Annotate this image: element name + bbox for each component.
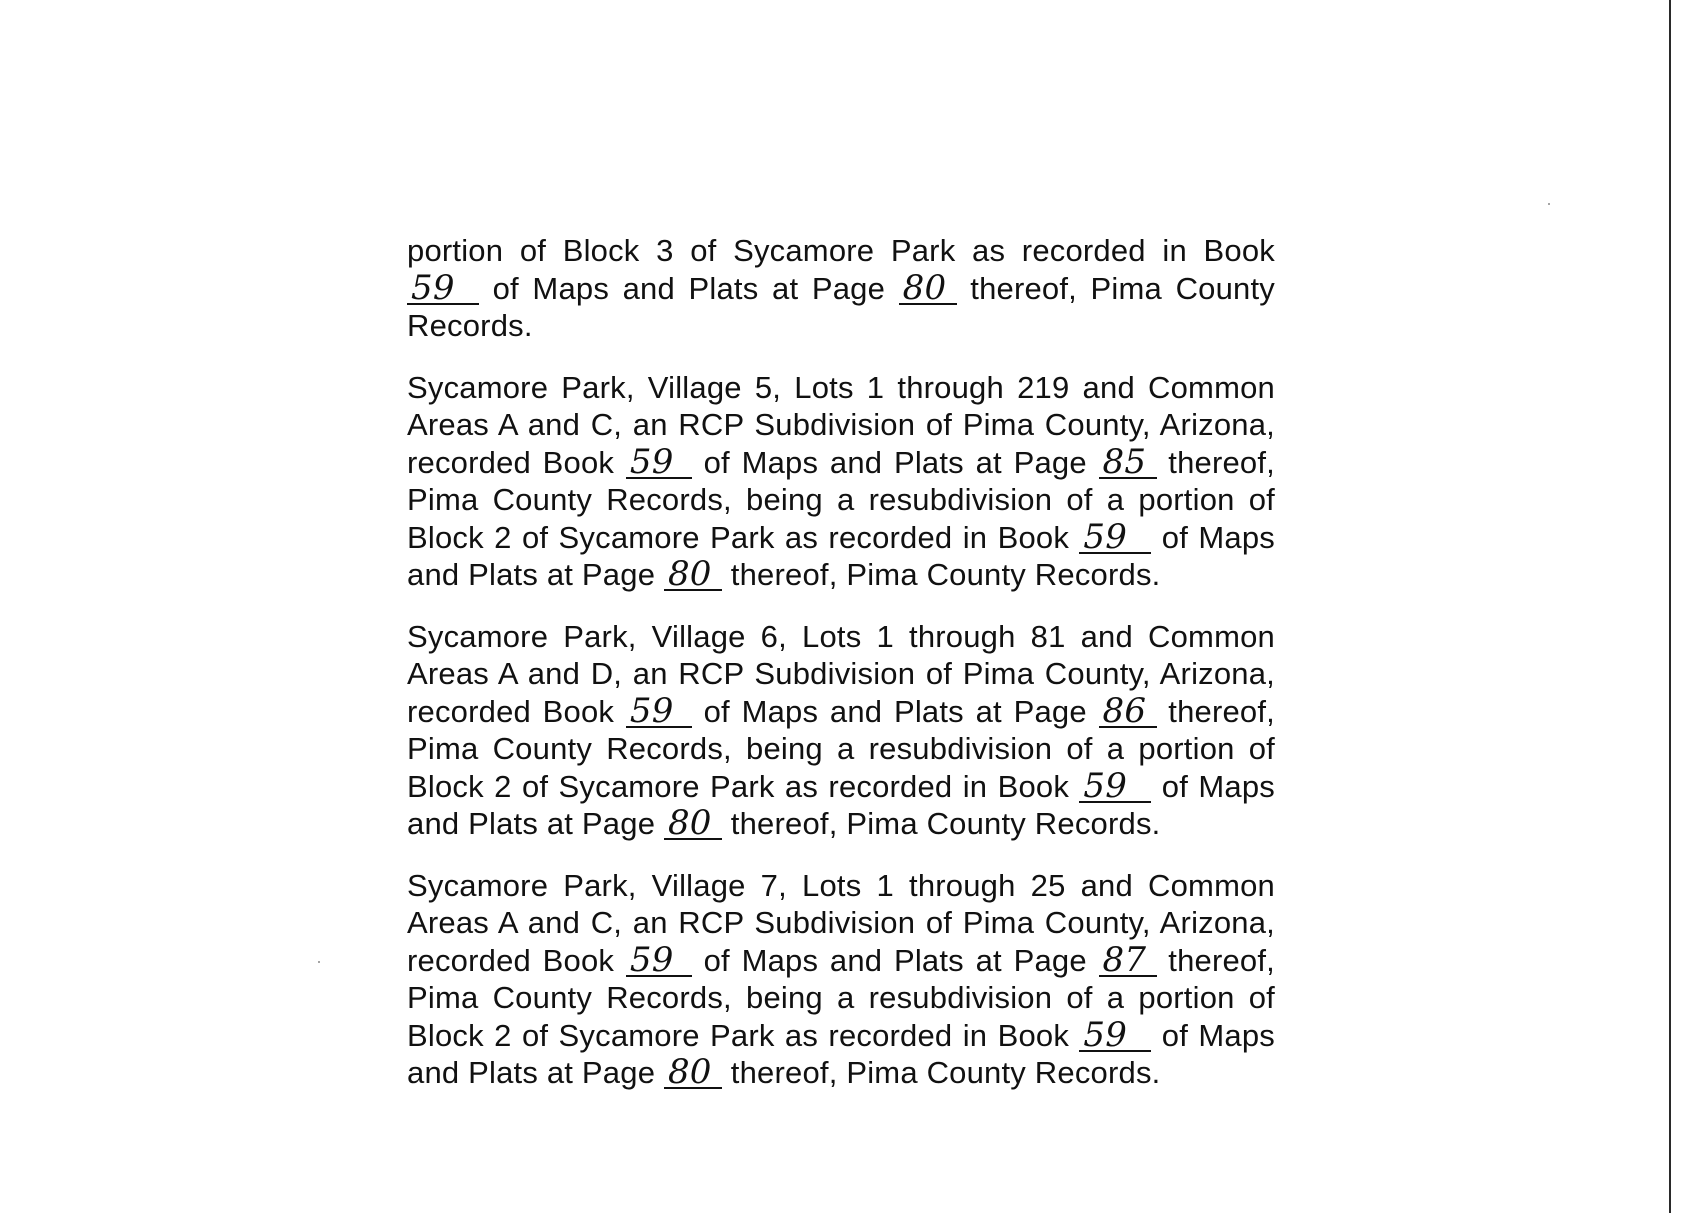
handwritten-book-number: 59 — [626, 945, 692, 977]
handwritten-page-number: 87 — [1099, 945, 1157, 977]
paragraph-text: thereof, Pima County Records. — [730, 1055, 1161, 1090]
paragraph-text: thereof, Pima County Records. — [730, 806, 1161, 841]
paragraph-text: of Maps and Plats at Page — [703, 693, 1087, 729]
handwritten-page-number: 80 — [664, 559, 722, 591]
scanned-page-edge — [1669, 0, 1671, 1213]
handwritten-page-number: 86 — [1099, 696, 1157, 728]
paragraph-text: thereof, Pima County Records. — [730, 557, 1161, 592]
paragraph-text: thereof, Pima County Records. — [407, 270, 1275, 343]
handwritten-page-number: 85 — [1099, 447, 1157, 479]
paragraph-text: thereof, Pima County Records, being a resubdivision of a portion of Block 2 of Sycamore Park as recorded in Book — [407, 693, 1275, 804]
paragraph-text: portion of Block 3 of Sycamore Park as recorded in Book — [407, 233, 1275, 268]
paragraph-block-3 — [407, 232, 1275, 345]
scan-speck — [318, 961, 320, 963]
handwritten-book-number: 59 — [1079, 771, 1151, 803]
paragraph-text: of Maps and Plats at Page — [703, 444, 1087, 480]
handwritten-page-number: 80 — [664, 808, 722, 840]
handwritten-book-number: 59 — [1079, 1020, 1151, 1052]
handwritten-book-number: 59 — [1079, 522, 1151, 554]
paragraph-village-5 — [407, 369, 1275, 594]
handwritten-page-number: 80 — [664, 1057, 722, 1089]
paragraph-text: of Maps and Plats at Page — [703, 942, 1087, 978]
scan-speck — [1548, 203, 1550, 205]
paragraph-text: Sycamore Park, Village 6, Lots 1 through 81 and Common Areas A and D, an RCP Subdivision of Pima County, Arizona, recorded Book — [407, 618, 1275, 729]
paragraph-text: of Maps and Plats at Page — [407, 519, 1275, 592]
paragraph-text: thereof, Pima County Records, being a resubdivision of a portion of Block 2 of Sycamore Park as recorded in Book — [407, 444, 1275, 555]
paragraph-text: of Maps and Plats at Page — [407, 1017, 1275, 1090]
paragraph-text: Sycamore Park, Village 5, Lots 1 through 219 and Common Areas A and C, an RCP Subdivision of Pima County, Arizona, recorded Book — [407, 369, 1275, 480]
legal-description-document — [407, 232, 1275, 1116]
handwritten-page-number: 80 — [899, 273, 957, 305]
paragraph-village-6 — [407, 618, 1275, 843]
paragraph-text: of Maps and Plats at Page — [407, 768, 1275, 841]
handwritten-book-number: 59 — [407, 273, 479, 305]
paragraph-text: of Maps and Plats at Page — [492, 270, 886, 306]
paragraph-text: Sycamore Park, Village 7, Lots 1 through 25 and Common Areas A and C, an RCP Subdivision of Pima County, Arizona, recorded Book — [407, 867, 1275, 978]
handwritten-book-number: 59 — [626, 447, 692, 479]
paragraph-text: thereof, Pima County Records, being a resubdivision of a portion of Block 2 of Sycamore Park as recorded in Book — [407, 942, 1275, 1053]
paragraph-village-7 — [407, 867, 1275, 1092]
handwritten-book-number: 59 — [626, 696, 692, 728]
